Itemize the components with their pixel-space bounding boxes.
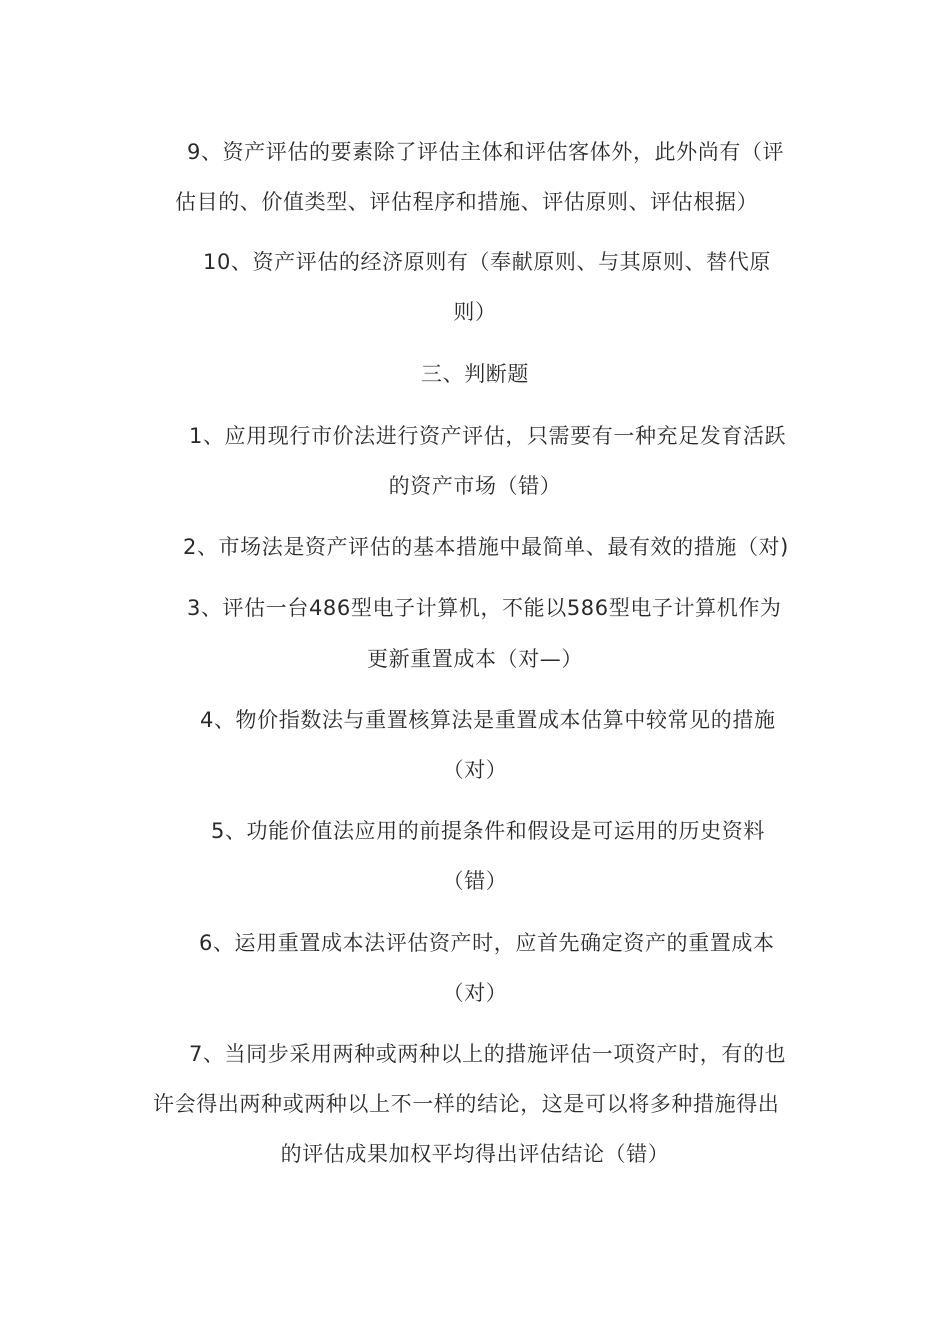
fill-in-item-9-line-1: 9、资产评估的要素除了评估主体和评估客体外，此外尚有（评 (187, 140, 785, 164)
judgment-item-5-line-2: （错） (442, 869, 508, 893)
fill-in-item-10-line-2: 则） (453, 300, 497, 324)
judgment-item-7-line-3: 的评估成果加权平均得出评估结论（错） (280, 1142, 670, 1166)
judgment-item-6-line-2: （对） (442, 981, 508, 1005)
section-heading-true-false: 三、判断题 (421, 362, 529, 386)
judgment-item-7-line-2: 许会得出两种或两种以上不一样的结论，这是可以将多种措施得出 (153, 1092, 780, 1116)
judgment-item-7-line-1: 7、当同步采用两种或两种以上的措施评估一项资产时，有的也 (189, 1042, 787, 1066)
judgment-item-4-line-1: 4、物价指数法与重置核算法是重置成本估算中较常见的措施 (200, 708, 776, 732)
judgment-item-5-line-1: 5、功能价值法应用的前提条件和假设是可运用的历史资料 (211, 819, 765, 843)
judgment-item-1-line-2: 的资产市场（错） (388, 474, 562, 498)
judgment-item-3-line-2: 更新重置成本（对—） (367, 647, 583, 671)
judgment-item-1-line-1: 1、应用现行市价法进行资产评估，只需要有一种充足发育活跃 (189, 424, 787, 448)
judgment-item-2-line-1: 2、市场法是资产评估的基本措施中最简单、最有效的措施（对) (183, 535, 789, 559)
fill-in-item-10-line-1: 10、资产评估的经济原则有（奉献原则、与其原则、替代原 (203, 250, 771, 274)
judgment-item-6-line-1: 6、运用重置成本法评估资产时，应首先确定资产的重置成本 (199, 931, 775, 955)
judgment-item-3-line-1: 3、评估一台486型电子计算机，不能以586型电子计算机作为 (187, 596, 782, 620)
fill-in-item-9-line-2: 估目的、价值类型、评估程序和措施、评估原则、评估根据） (175, 190, 759, 214)
judgment-item-4-line-2: （对） (442, 758, 508, 782)
